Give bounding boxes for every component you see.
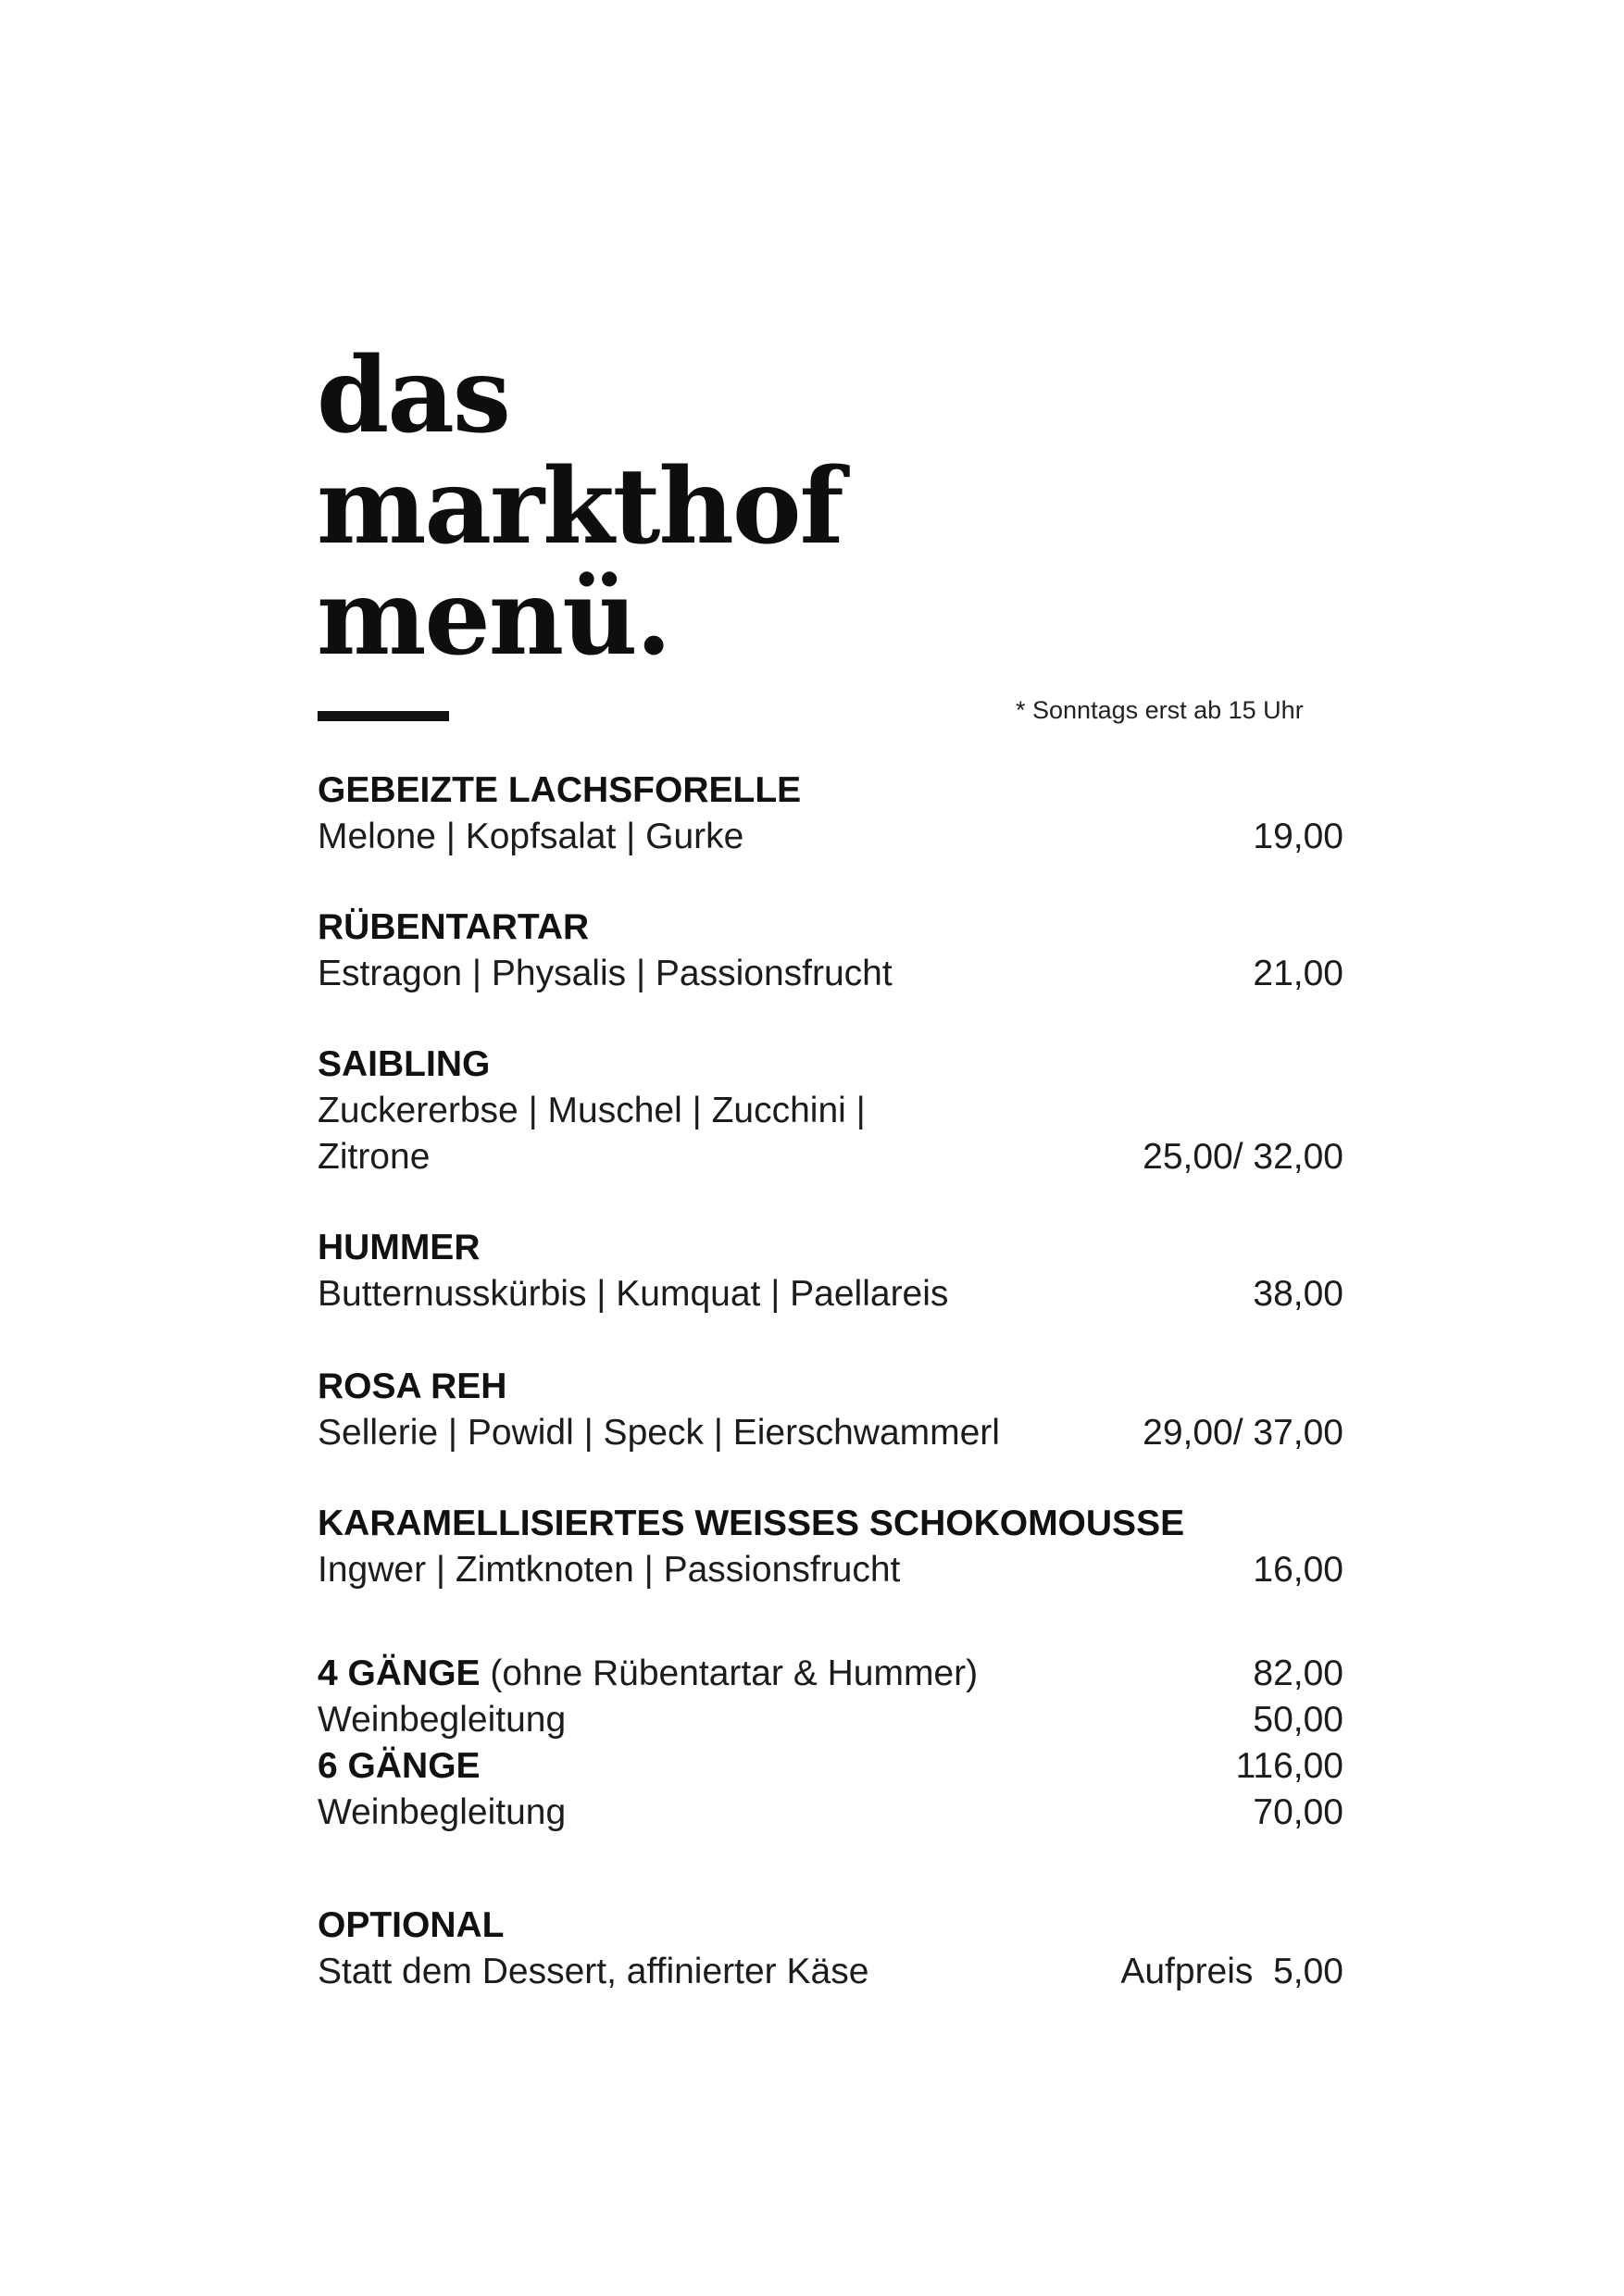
- four-course-label: 4 GÄNGE: [318, 1653, 481, 1693]
- dish-price: 29,00/ 37,00: [1143, 1413, 1343, 1453]
- title-line-2: markthof: [317, 446, 843, 568]
- wine-pairing-four-price: 50,00: [1253, 1700, 1343, 1740]
- wine-pairing-six-label: Weinbegleitung: [318, 1792, 567, 1832]
- menu-title: [317, 335, 843, 679]
- dish-name: GEBEIZTE LACHSFORELLE: [318, 770, 802, 810]
- dish-description: Sellerie | Powidl | Speck | Eierschwammerl: [318, 1413, 1000, 1453]
- dish-name: SAIBLING: [318, 1044, 491, 1084]
- four-course-price: 82,00: [1253, 1653, 1343, 1693]
- optional-heading: OPTIONAL: [318, 1905, 505, 1945]
- optional-description: Statt dem Dessert, affinierter Käse: [318, 1952, 869, 1991]
- dish-description: Estragon | Physalis | Passionsfrucht: [318, 954, 893, 993]
- four-course-note: (ohne Rübentartar & Hummer): [480, 1653, 979, 1693]
- wine-pairing-six-price: 70,00: [1253, 1792, 1343, 1832]
- dish-description: Ingwer | Zimtknoten | Passionsfrucht: [318, 1550, 901, 1590]
- dish-price: 21,00: [1253, 954, 1343, 993]
- dish-description: Melone | Kopfsalat | Gurke: [318, 817, 744, 856]
- dish-price: 38,00: [1253, 1274, 1343, 1314]
- dish-description: Zuckererbse | Muschel | Zucchini |: [318, 1091, 866, 1130]
- wine-pairing-four-label: Weinbegleitung: [318, 1700, 567, 1740]
- six-course-price: 116,00: [1235, 1746, 1343, 1786]
- dish-name: ROSA REH: [318, 1366, 507, 1406]
- title-line-3: menü.: [317, 557, 670, 679]
- dish-name: KARAMELLISIERTES WEISSES SCHOKOMOUSSE: [318, 1504, 1185, 1543]
- four-course-line: [318, 1653, 978, 1694]
- sunday-note: * Sonntags erst ab 15 Uhr: [1016, 696, 1304, 724]
- six-course-label: 6 GÄNGE: [318, 1746, 481, 1786]
- dish-name: HUMMER: [318, 1228, 481, 1267]
- optional-price: Aufpreis 5,00: [1120, 1952, 1343, 1991]
- dish-price: 16,00: [1253, 1550, 1343, 1590]
- dish-price: 19,00: [1253, 817, 1343, 856]
- title-underline: [318, 711, 449, 721]
- dish-name: RÜBENTARTAR: [318, 907, 590, 947]
- dish-description-continued: Zitrone: [318, 1137, 431, 1177]
- title-line-1: das: [317, 335, 509, 456]
- dish-description: Butternusskürbis | Kumquat | Paellareis: [318, 1274, 949, 1314]
- dish-price: 25,00/ 32,00: [1143, 1137, 1343, 1177]
